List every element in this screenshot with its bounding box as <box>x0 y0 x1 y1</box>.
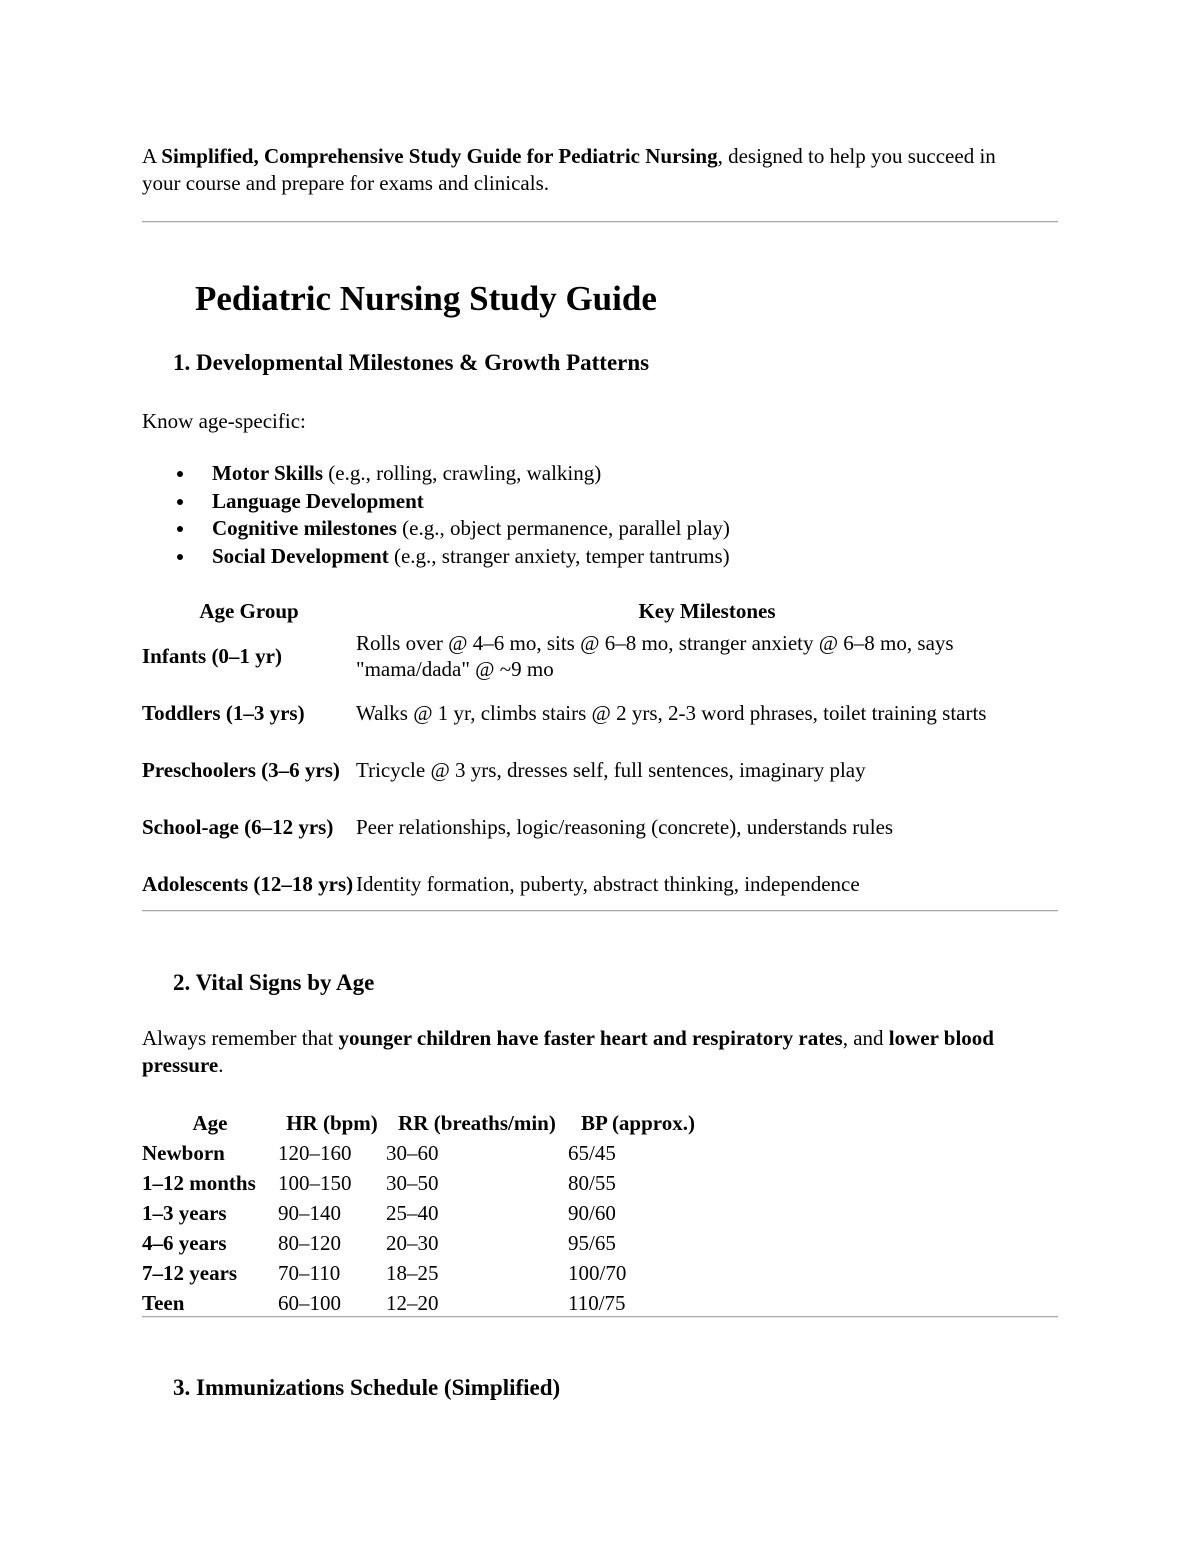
column-header-rr: RR (breaths/min) <box>398 1111 556 1135</box>
milestones-cell: Peer relationships, logic/reasoning (concrete), understands rules <box>356 814 894 839</box>
table-row <box>142 855 1058 912</box>
bullet-text: (e.g., stranger anxiety, temper tantrums) <box>388 543 730 568</box>
section2-heading: 2. Vital Signs by Age <box>173 970 375 995</box>
bp-cell: 95/65 <box>568 1231 616 1255</box>
para-text: . <box>218 1053 224 1077</box>
milestone-bullet-list <box>142 460 730 570</box>
table-header-row <box>142 595 1058 627</box>
age-cell: Newborn <box>142 1141 225 1165</box>
rr-cell: 12–20 <box>386 1291 439 1315</box>
horizontal-rule <box>142 221 1058 223</box>
milestones-cell: Rolls over @ 4–6 mo, sits @ 6–8 mo, stranger anxiety @ 6–8 mo, says "mama/dada" @ ~9 mo <box>356 630 954 681</box>
table-row <box>142 1138 708 1168</box>
bp-cell: 110/75 <box>568 1291 626 1315</box>
milestones-table <box>142 595 1058 912</box>
table-row <box>142 1288 708 1318</box>
bp-cell: 80/55 <box>568 1171 616 1195</box>
hr-cell: 80–120 <box>278 1231 341 1255</box>
list-item <box>142 488 730 516</box>
bullet-text: (e.g., object permanence, parallel play) <box>396 516 730 540</box>
hr-cell: 100–150 <box>278 1171 352 1195</box>
bp-cell: 100/70 <box>568 1261 627 1285</box>
milestones-cell: Identity formation, puberty, abstract thinking, independence <box>356 871 860 896</box>
list-item <box>142 543 730 571</box>
rr-cell: 30–60 <box>386 1141 439 1165</box>
section1-lead: Know age-specific: <box>142 409 306 433</box>
column-header-age: Age <box>192 1111 228 1135</box>
rr-cell: 20–30 <box>386 1231 439 1255</box>
list-item <box>142 460 730 488</box>
rr-cell: 25–40 <box>386 1201 439 1225</box>
bullet-bold: Social Development <box>212 543 389 568</box>
age-cell: Teen <box>142 1291 185 1315</box>
table-row <box>142 741 1058 798</box>
list-item <box>142 515 730 543</box>
bullet-bold: Cognitive milestones <box>212 516 397 540</box>
column-header-bp: BP (approx.) <box>581 1111 695 1135</box>
bp-cell: 65/45 <box>568 1141 616 1165</box>
age-cell: 7–12 years <box>142 1261 238 1285</box>
rr-cell: 30–50 <box>386 1171 439 1195</box>
hr-cell: 90–140 <box>278 1201 341 1225</box>
milestones-cell: Walks @ 1 yr, climbs stairs @ 2 yrs, 2-3 word phrases, toilet training starts <box>356 700 987 725</box>
milestones-cell: Tricycle @ 3 yrs, dresses self, full sentences, imaginary play <box>356 757 866 782</box>
table-header-row <box>142 1108 708 1138</box>
table-row <box>142 1228 708 1258</box>
hr-cell: 60–100 <box>278 1291 341 1315</box>
bp-cell: 90/60 <box>568 1201 616 1225</box>
intro-bold: Simplified, Comprehensive Study Guide for Pediatric Nursing <box>161 144 718 168</box>
column-header-key-milestones: Key Milestones <box>638 599 776 623</box>
para-text: , and <box>842 1026 889 1050</box>
table-row <box>142 798 1058 855</box>
table-row <box>142 684 1058 741</box>
age-group-cell: Preschoolers (3–6 yrs) <box>142 757 340 782</box>
age-cell: 4–6 years <box>142 1231 227 1255</box>
age-group-cell: Toddlers (1–3 yrs) <box>142 700 305 725</box>
section1-heading: 1. Developmental Milestones & Growth Patterns <box>173 350 650 375</box>
column-header-age-group: Age Group <box>199 599 299 623</box>
para-bold: younger children have faster heart and respiratory rates <box>338 1026 843 1050</box>
table-row <box>142 627 1058 684</box>
intro-paragraph <box>142 143 1022 197</box>
table-row <box>142 1198 708 1228</box>
table-row <box>142 1168 708 1198</box>
horizontal-rule <box>142 910 1058 912</box>
age-group-cell: Infants (0–1 yr) <box>142 643 282 668</box>
age-cell: 1–3 years <box>142 1201 227 1225</box>
section2-paragraph <box>142 1025 1052 1079</box>
table-row <box>142 1258 708 1288</box>
bullet-text: (e.g., rolling, crawling, walking) <box>323 461 602 485</box>
vital-signs-table <box>142 1108 708 1318</box>
bullet-bold: Motor Skills <box>212 461 324 485</box>
para-bold: lower blood pressure <box>142 1026 994 1077</box>
horizontal-rule <box>142 1316 1058 1318</box>
bullet-bold: Language Development <box>212 488 424 513</box>
rr-cell: 18–25 <box>386 1261 439 1285</box>
para-text: Always remember that <box>142 1026 339 1050</box>
column-header-hr: HR (bpm) <box>286 1111 378 1135</box>
intro-prefix: A <box>142 144 162 168</box>
intro-suffix: , designed to help you succeed in your course and prepare for exams and clinicals. <box>142 144 996 195</box>
page-title: Pediatric Nursing Study Guide <box>195 279 657 318</box>
hr-cell: 70–110 <box>278 1261 341 1285</box>
age-cell: 1–12 months <box>142 1171 256 1195</box>
age-group-cell: School-age (6–12 yrs) <box>142 814 334 839</box>
hr-cell: 120–160 <box>278 1141 352 1165</box>
section3-heading: 3. Immunizations Schedule (Simplified) <box>173 1375 561 1400</box>
age-group-cell: Adolescents (12–18 yrs) <box>142 871 354 896</box>
